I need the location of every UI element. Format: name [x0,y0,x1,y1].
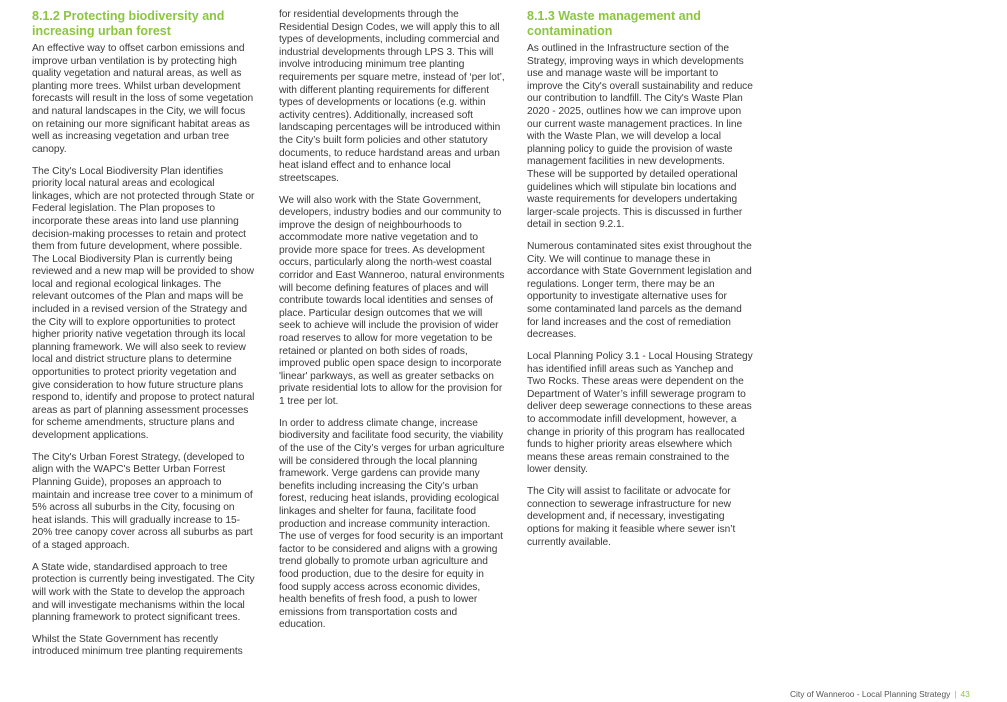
column-middle [279,9,505,641]
page-number: 43 [960,689,970,699]
footer-document-title: City of Wanneroo - Local Planning Strategy [790,689,951,699]
paragraph: The City will assist to facilitate or advocate for connection to sewerage infrastructure for new development and, if necessary, investigating options for making it feasible where sewer isn’t currently available. [527,486,736,548]
paragraph: The City's Urban Forest Strategy, (developed to align with the WAPC's Better Urban Forrest Planning Guide), proposes an approach to maintain and increase tree cover to a minimum of 5% across all suburbs in the City, focusing on heat islands. This will gradually increase to 15-20% tree canopy cover across all suburbs as part of a staged approach. [32,451,253,551]
paragraph: As outlined in the Infrastructure section of the Strategy, improving ways in which developments use and manage waste will be important to improve the City's overall sustainability and reduce our contribution to landfill. The City's Waste Plan 2020 - 2025, outlines how we can improve upon our current waste management practices. In line with the Waste Plan, we will develop a local planning policy to guide the provision of waste management facilities in new developments. These will be supported by detailed operational guidelines which will stipulate bin locations and waste requirements for developers undertaking larger-scale projects. This is discussed in further detail in section 9.2.1. [527,43,753,231]
paragraph: Whilst the State Government has recently introduced minimum tree planting requirements [32,633,243,658]
paragraph: A State wide, standardised approach to tree protection is currently being investigated. The City will work with the State to develop the approach and will investigate mechanisms within the local planning framework to protect significant trees. [32,561,255,624]
section-heading-8-1-2: 8.1.2 Protecting biodiversity and increasing urban forest [32,9,225,38]
paragraph: We will also work with the State Government, developers, industry bodies and our community to improve the design of neighbourhoods to accommodate more native vegetation and to provide more space for trees. As development occurs, particularly along the north-west coastal corridor and East Wanneroo, natural environments will become defining features of places and will contribute towards local identities and senses of place. Particular design outcomes that we will seek to achieve will include the provision of wider road reserves to allow for more vegetation to be retained or planted on both sides of roads, improved public open space design to incorporate 'linear' parkways, as well as greater setbacks on private residential lots to allow for the provision for 1 tree per lot. [279,194,505,407]
paragraph: In order to address climate change, increase biodiversity and facilitate food security, the viability of the use of the City’s verges for urban agriculture will be considered through the local planning framework. Verge gardens can provide many benefits including increasing the City’s urban forest, reducing heat islands, providing ecological linkages and shelter for fauna, facilitate food production and increase community interaction. The use of verges for food security is an important factor to be considered and aligns with a growing trend globally to promote urban agriculture and food production, due to the desire for equity in food supply access across economic divides, health benefits of fresh food, a push to lower emissions from transportation costs and education. [279,417,505,631]
column-right [527,9,754,558]
footer-separator: | [954,689,957,699]
section-heading-8-1-3: 8.1.3 Waste management and contamination [527,9,701,38]
column-left [32,9,256,668]
paragraph: Numerous contaminated sites exist throughout the City. We will continue to manage these in accordance with State Government legislation and regulations. Longer term, there may be an opportunity to investigate alternative uses for some contaminated land parcels as the demand for land increases and the cost of remediation decreases. [527,241,752,341]
paragraph: for residential developments through the Residential Design Codes, we will apply this to all types of developments, including commercial and industrial developments through LPS 3. This will involve introducing minimum tree planting requirements per square metre, instead of ‘per lot’, with different planting requirements for different types of developments or locations (e.g. within activity centres). Additionally, increased soft landscaping percentages will be introduced within the City’s built form policies and other statutory documents, to reduce hardstand areas and urban heat island effect and to enhance local streetscapes. [279,9,505,184]
paragraph: The City's Local Biodiversity Plan identifies priority local natural areas and ecological linkages, which are not protected through State or Federal legislation. The Plan proposes to incorporate these areas into land use planning decision-making processes to retain and protect them from future development, where possible. The Local Biodiversity Plan is currently being reviewed and a new map will be provided to show local and regional ecological linkages. The relevant outcomes of the Plan and maps will be included in a revised version of the Strategy and the City will to explore opportunities to protect higher priority native vegetation through its local planning framework. We will also seek to review local and district structure plans to determine opportunities to protect priority vegetation and give consideration to how future structure plans respond to, identify and propose to protect natural areas as part of planning assessment processes for scheme amendments, structure plans and development applications. [32,165,255,441]
paragraph: An effective way to offset carbon emissions and improve urban ventilation is by protecting high quality vegetation and natural areas, as well as planting more trees. Whilst urban development forecasts will result in the loss of some vegetation and natural landscapes in the City, we will focus on retaining our more significant habitat areas as well as increasing vegetation and urban tree canopy. [32,43,254,155]
paragraph: Local Planning Policy 3.1 - Local Housing Strategy has identified infill areas such as Yanchep and Two Rocks. These areas were dependent on the Department of Water’s infill sewerage program to deliver deep sewerage connections to these areas to accommodate infill development, however, a change in priority of this program has reallocated funds to higher priority areas elsewhere which means these areas remain constrained to the lower density. [527,351,753,476]
page-footer [790,689,970,699]
